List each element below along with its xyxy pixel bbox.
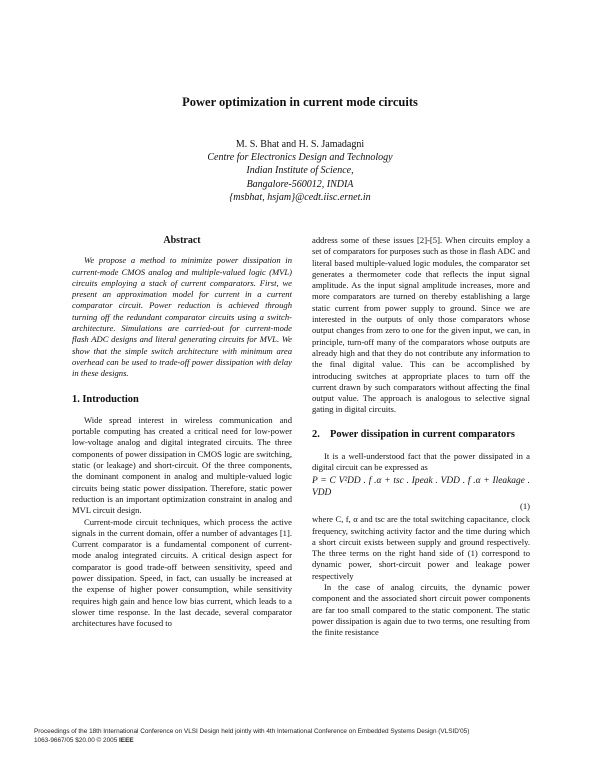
intro-paragraph-2: Current-mode circuit techniques, which process the active signals in the current domain, offer a number of advantages [1]. Current comparator is a fundamental component of current-mode analog integrated circuits. A critical design aspect for comparator is good trade-off between sensitivity, speed and power dissipation. Speed, in fact, can usually be increased at the expense of higher power consumption, while sensitivity requires high gain and hence low bias current, which leads to a slower time response. In the last decade, several comparator architectures have focused to [72, 516, 292, 629]
abstract-heading: Abstract [163, 235, 201, 246]
footer-issn: 1063-9667/05 $20.00 © 2005 [34, 737, 118, 744]
power-paragraph-1: It is a well-understood fact that the power dissipated in a digital circuit can be expressed as [312, 450, 530, 473]
power-equation [312, 476, 530, 499]
power-paragraph-2: where C, f, α and tsc are the total switching capacitance, clock frequency, switching activity factor and the time during which a short circuit exists between supply and ground respectively. The three terms on the right hand side of (1) correspond to dynamic power, short-circuit power and leakage power respectively [312, 514, 530, 581]
page-footer [34, 727, 574, 745]
section-1-heading: 1. Introduction [72, 393, 139, 405]
abstract-text: We propose a method to minimize power dissipation in current-mode CMOS analog and multiple-valued logic (MVL) circuits employing a stack of current comparators. First, we present an approximation model for current in a current comparator circuit. Power reduction is achieved through turning off the redundant comparator circuits using a switch-architecture. Simulations are carried-out for current-mode flash ADC designs and literal generating circuits for MVL. We show that the simple switch architecture with minimum area overhead can be used to trade-off power dissipation with delay in these designs. [72, 255, 292, 379]
section-2-title: Power dissipation in current comparators [330, 428, 515, 440]
affiliation-line: Centre for Electronics Design and Technology [207, 152, 393, 164]
ieee-logo-text: IEEE [119, 737, 134, 744]
intro-paragraph-continued: address some of these issues [2]-[5]. When circuits employ a set of comparators for purposes such as those in flash ADC and literal based multiple-valued logic modules, the comparator set generates a thermometer code that reflects the input signal amplitude. As the input signal amplitude increases, more and more comparators are turned on thereby establishing a large static current from power supply to ground. Since we are interested in the outputs of only those comparators whose output changes from zero to one for the given input, we can, in principle, turn-off many of the comparators whose outputs are already high and that they do not contribute any information to the final digital value. This can be accomplished by introducing switches at appropriate places to turn off the current drawn by such comparators without affecting the final output value. The approach is analogous to selective signal gating in digital circuits. [312, 235, 530, 415]
author-names: M. S. Bhat and H. S. Jamadagni [235, 139, 365, 150]
author-block [0, 138, 600, 204]
footer-copyright [34, 736, 574, 745]
affiliation-line: Bangalore-560012, INDIA [246, 178, 354, 190]
right-column [312, 235, 530, 639]
affiliation-line: Indian Institute of Science, [246, 165, 354, 177]
section-2-heading [312, 428, 530, 441]
author-emails: {msbhat, hsjam}@cedt.iisc.ernet.in [229, 191, 371, 203]
power-paragraph-3: In the case of analog circuits, the dynamic power component and the associated short circuit power components are far too small compared to the static component. The static power dissipation is again due to two terms, one resulting from the finite resistance [312, 582, 530, 638]
paper-title: Power optimization in current mode circuits [182, 95, 418, 109]
intro-paragraph-1: Wide spread interest in wireless communication and portable computing has created a critical need for low-power low-voltage analog and digital integrated circuits. The three components of power dissipation in CMOS logic are switching, static (or leakage) and short-circuit. Of the three components, the dominant component in analog and multiple-valued logic circuits being static power dissipation. Therefore, static power reduction is an important optimization constraint in analog and MVL circuit design. [72, 414, 292, 516]
section-2-number: 2. [312, 428, 320, 440]
equation-body: P = C V²DD . f .α + tsc . Ipeak . VDD . f .α + Ileakage . VDD [312, 476, 530, 498]
equation-number: (1) [519, 500, 530, 511]
left-column [72, 235, 292, 630]
footer-proceedings: Proceedings of the 18th International Conference on VLSI Design held jointly with 4th International Conference on Embedded Systems Design (VLSID'05) [34, 728, 470, 735]
